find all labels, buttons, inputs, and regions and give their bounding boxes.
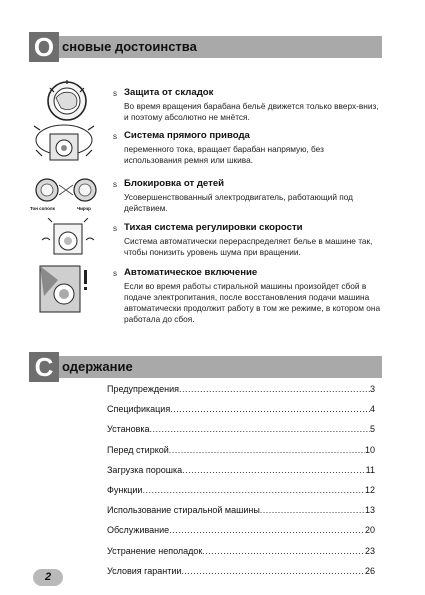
features-header-letter: О (29, 32, 59, 62)
feature-title: Тихая система регулировки скорости (124, 222, 303, 233)
feature-description: Во время вращения барабана бельё движется только вверх-вниз, и поэтому абсолютно не мнётся. (124, 101, 379, 122)
toc-entry[interactable] (107, 545, 375, 565)
table-of-contents (107, 383, 375, 585)
feature-description: переменного тока, вращает барабан напрямую, без использования ремня или шкива. (124, 144, 324, 165)
toc-entry[interactable] (107, 423, 375, 443)
toc-entry-title: Установка (107, 424, 150, 435)
toc-entry-page: 11 (365, 464, 375, 475)
toc-entry-title: Перед стиркой (107, 444, 169, 455)
toc-entry-page: 10 (364, 444, 375, 455)
contents-header-title: одержание (62, 359, 133, 374)
bullet-glyph: s (113, 89, 117, 98)
toc-leader (260, 504, 365, 524)
feature-item (113, 130, 383, 166)
toc-entry[interactable] (107, 484, 375, 504)
toc-entry-page: 5 (369, 424, 375, 435)
page-number: 2 (33, 569, 63, 586)
toc-entry[interactable] (107, 524, 375, 544)
toc-leader (150, 423, 370, 443)
child-lock-label-left: Тон сополк (30, 206, 55, 211)
feature-title: Система прямого привода (124, 130, 250, 141)
toc-leader (170, 403, 370, 423)
feature-title: Защита от складок (124, 87, 214, 98)
toc-entry[interactable] (107, 383, 375, 403)
bullet-glyph: s (113, 224, 117, 233)
toc-entry[interactable] (107, 464, 375, 484)
toc-entry-title: Спецификация (107, 404, 171, 415)
feature-description: Система автоматически перераспределяет белье в машине так, чтобы понизить уровень шума при вращении. (124, 236, 373, 257)
toc-entry[interactable] (107, 444, 375, 464)
toc-leader (142, 484, 365, 504)
feature-item (113, 178, 383, 214)
toc-entry-page: 20 (364, 525, 375, 536)
toc-entry-page: 23 (364, 545, 375, 556)
toc-entry[interactable] (107, 565, 375, 585)
feature-item (113, 222, 383, 258)
direct-drive-motor-illustration (30, 120, 98, 168)
bullet-glyph: s (113, 132, 117, 141)
features-header-title: сновые достоинства (62, 39, 197, 54)
toc-entry-title: Функции (107, 484, 143, 495)
toc-entry-page: 13 (364, 505, 375, 516)
toc-entry-title: Загрузка порошка (107, 464, 183, 475)
bullet-glyph: s (113, 269, 117, 278)
toc-entry-title: Обслуживание (107, 525, 170, 536)
toc-entry-page: 4 (369, 404, 375, 415)
auto-restart-illustration (34, 262, 98, 314)
toc-entry-title: Использование стиральной машины (107, 505, 260, 516)
toc-leader (181, 565, 365, 585)
toc-leader (169, 444, 365, 464)
bullet-glyph: s (113, 180, 117, 189)
drum-rotation-illustration (42, 78, 92, 124)
quiet-speed-illustration (38, 218, 96, 256)
feature-title: Блокировка от детей (124, 178, 225, 189)
toc-entry-title: Устранение неполадок (107, 545, 203, 556)
toc-leader (179, 383, 370, 403)
child-lock-buttons-illustration (33, 177, 99, 207)
feature-description: Если во время работы стиральной машины произойдет сбой в подаче электропитания, после восстановления подачи машина автоматически продолжит работу в том же режиме, в котором она работала до сбоя. (124, 281, 381, 324)
feature-title: Автоматическое включение (124, 267, 258, 278)
toc-entry-title: Предупреждения (107, 384, 179, 394)
toc-leader (202, 545, 365, 565)
contents-header-letter: С (29, 352, 59, 382)
feature-item (113, 267, 383, 325)
feature-item (113, 87, 383, 123)
child-lock-label-right: Чирчр (77, 206, 91, 211)
toc-entry-page: 26 (364, 565, 375, 576)
toc-leader (169, 524, 365, 544)
toc-entry[interactable] (107, 403, 375, 423)
toc-entry-page: 12 (364, 484, 375, 495)
toc-entry-page: 3 (369, 384, 375, 394)
feature-description: Усовершенствованный электродвигатель, работающий под действием. (124, 192, 354, 213)
toc-entry[interactable] (107, 504, 375, 524)
toc-entry-title: Условия гарантии (107, 565, 182, 576)
toc-leader (182, 464, 366, 484)
